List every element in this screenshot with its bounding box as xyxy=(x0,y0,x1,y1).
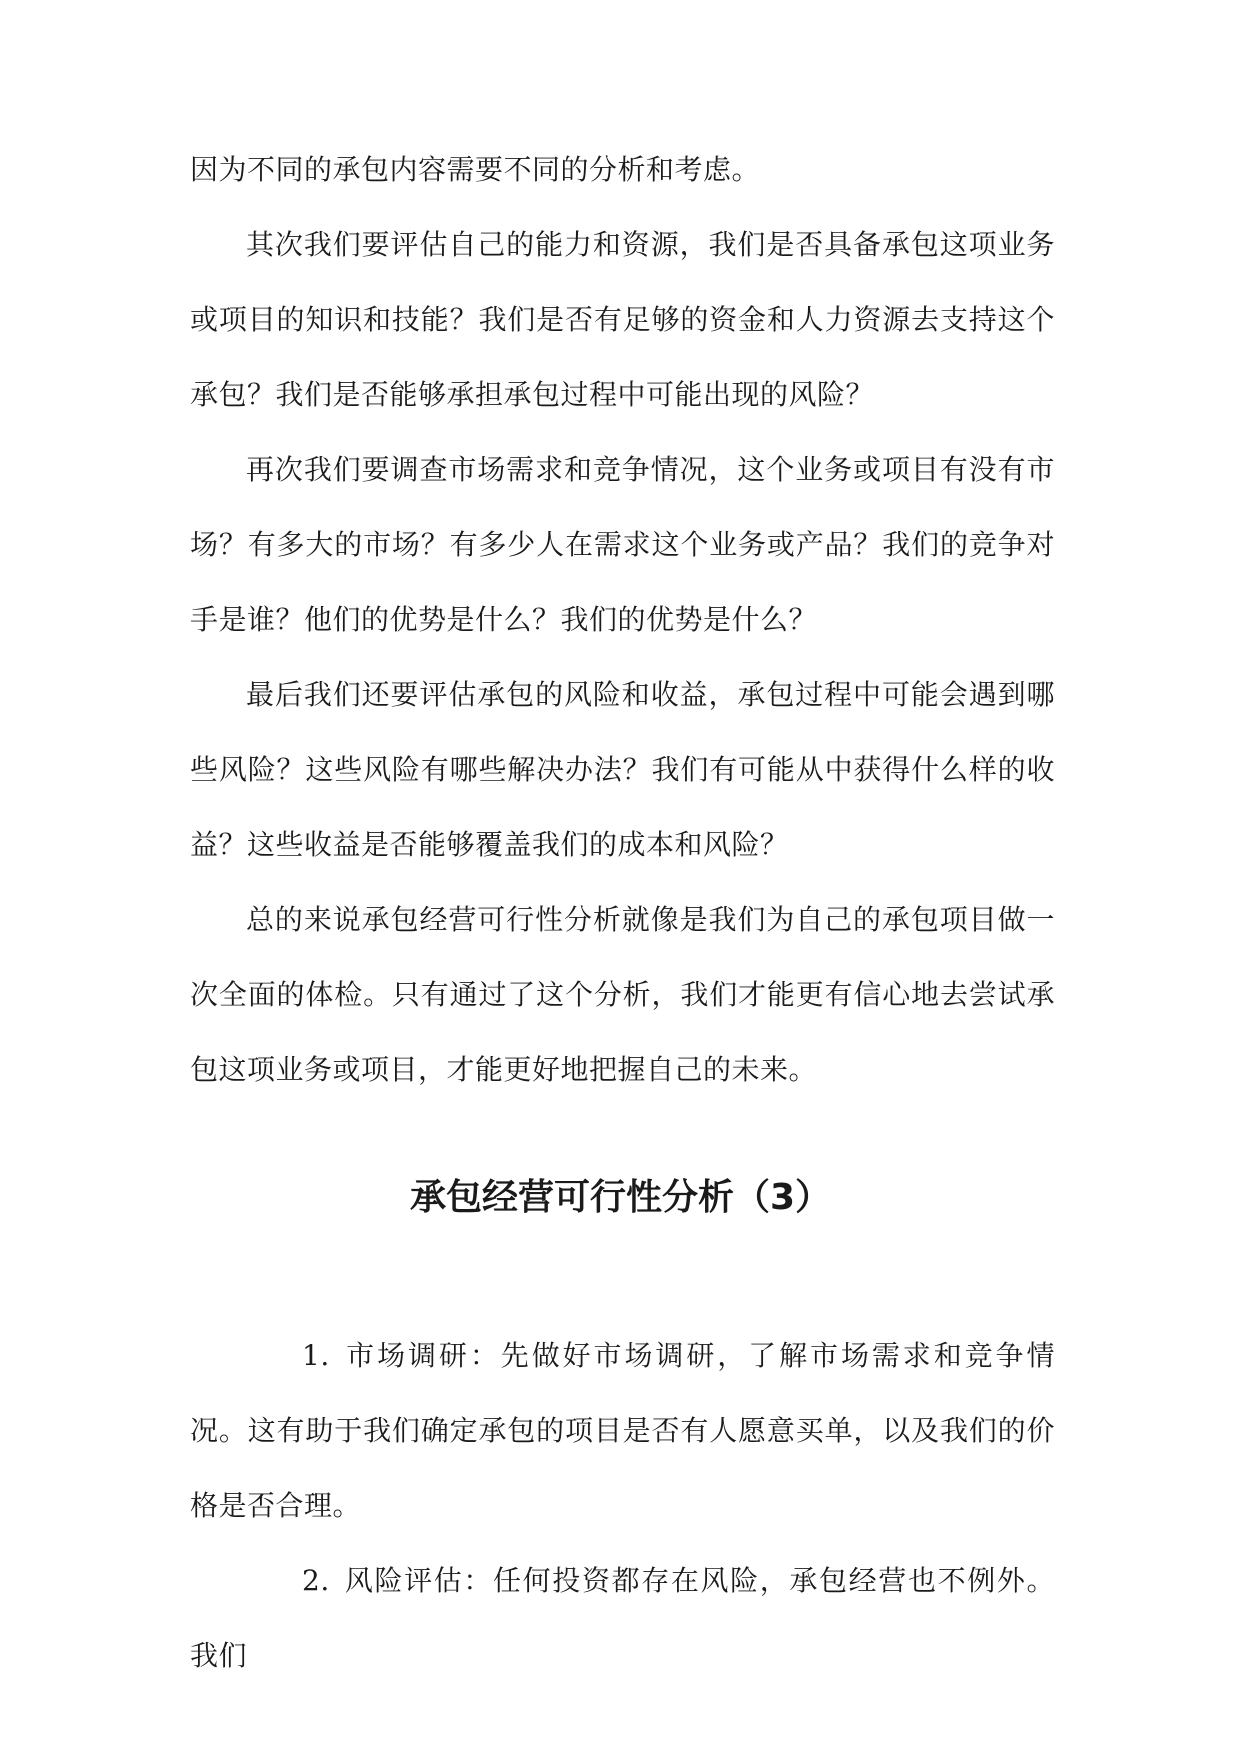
list-item xyxy=(190,1318,1055,1543)
list-item-number: 1. xyxy=(302,1339,330,1372)
list-item-number: 2. xyxy=(302,1564,330,1597)
paragraph-risk-benefit: 最后我们还要评估承包的风险和收益，承包过程中可能会遇到哪些风险？这些风险有哪些解决办法？我们有可能从中获得什么样的收益？这些收益是否能够覆盖我们的成本和风险？ xyxy=(190,678,1055,861)
list-item xyxy=(190,1543,1055,1693)
paragraph-capability: 其次我们要评估自己的能力和资源，我们是否具备承包这项业务或项目的知识和技能？我们是否有足够的资金和人力资源去支持这个承包？我们是否能够承担承包过程中可能出现的风险？ xyxy=(190,228,1055,411)
paragraph-continuation: 因为不同的承包内容需要不同的分析和考虑。 xyxy=(190,153,761,186)
list-item-text: 风险评估：任何投资都存在风险，承包经营也不例外。我们 xyxy=(190,1564,1055,1672)
paragraph-summary: 总的来说承包经营可行性分析就像是我们为自己的承包项目做一次全面的体检。只有通过了这个分析，我们才能更有信心地去尝试承包这项业务或项目，才能更好地把握自己的未来。 xyxy=(190,903,1055,1086)
paragraph-market: 再次我们要调查市场需求和竞争情况，这个业务或项目有没有市场？有多大的市场？有多少人在需求这个业务或产品？我们的竞争对手是谁？他们的优势是什么？我们的优势是什么？ xyxy=(190,453,1055,636)
list-item-text: 市场调研：先做好市场调研，了解市场需求和竞争情况。这有助于我们确定承包的项目是否有人愿意买单，以及我们的价格是否合理。 xyxy=(190,1339,1055,1522)
section-heading: 承包经营可行性分析（3） xyxy=(409,1177,832,1218)
